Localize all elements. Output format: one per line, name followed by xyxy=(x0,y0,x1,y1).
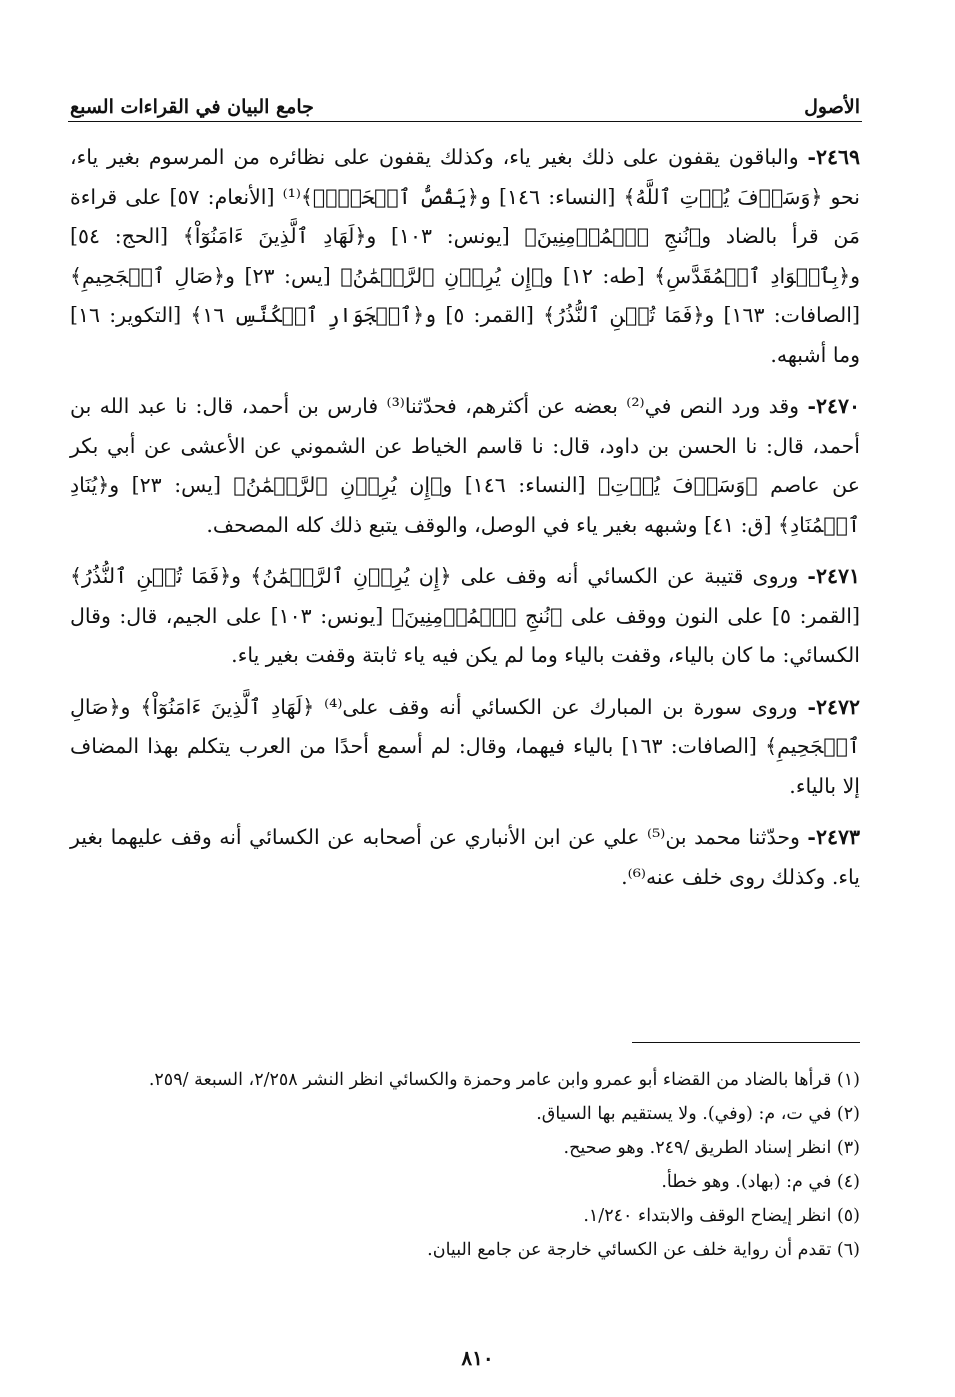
paragraph-2471 xyxy=(70,557,860,676)
footnotes xyxy=(70,1064,860,1268)
book-title: جامع البيان في القراءات السبع xyxy=(70,96,314,118)
footnote-5: (٥) انظر إيضاح الوقف والابتداء ١/٢٤٠. xyxy=(583,1206,860,1226)
footnote-separator xyxy=(632,1042,860,1043)
paragraph-number: ٢٤٧٠- xyxy=(807,394,860,418)
footnote-2: (٢) في ت، م: (وفي). ولا يستقيم بها السياق. xyxy=(536,1104,860,1124)
section-title: الأصول xyxy=(804,96,860,118)
paragraph-2469 xyxy=(70,138,860,375)
paragraph-number: ٢٤٧١- xyxy=(807,564,860,588)
footnote-6: (٦) تقدم أن رواية خلف عن الكسائي خارجة عن جامع البيان. xyxy=(427,1240,860,1260)
footnote-3: (٣) انظر إسناد الطريق /٢٤٩. وهو صحيح. xyxy=(563,1138,860,1158)
page-number: ٨١٠ xyxy=(461,1346,494,1370)
footnote-4: (٤) في م: (بهاد). وهو خطأ. xyxy=(661,1172,860,1192)
running-head xyxy=(70,78,860,118)
paragraph-2470 xyxy=(70,387,860,545)
paragraph-text: وحدّثنا محمد بن⁽⁵⁾ علي عن ابن الأنباري عن أصحابه عن الكسائي أنه وقف عليهما بغير ياء. وكذلك روى خلف عنه⁽⁶⁾. xyxy=(70,825,860,889)
paragraph-2472 xyxy=(70,688,860,807)
paragraph-number: ٢٤٧٢- xyxy=(807,694,860,719)
paragraph-text: وقد ورد النص في⁽²⁾ بعضه عن أكثرهم، فحدّثنا⁽³⁾ فارس بن أحمد، قال: نا عبد الله بن أحمد، قال: نا الحسن بن داود، قال: نا قاسم الخياط عن الشموني عن الأعشى عن أبي بكر عن عاصم ﴿وَسَوۡفَ يُؤۡتِ﴾ [النساء: ١٤٦] و﴿إِن يُرِدۡنِ ٱلرَّحۡمَٰنُ﴾ [يس: ٢٣] و﴿يُنَادِ ٱلۡمُنَادِ﴾ [ق: ٤١] وشبهه بغير ياء في الوصل، والوقف يتبع ذلك كله المصحف. xyxy=(70,394,860,537)
paragraph-number: ٢٤٧٣- xyxy=(807,825,860,849)
paragraph-text: وروى قتيبة عن الكسائي أنه وقف على ﴿إِن يُرِدۡنِ ٱلرَّحۡمَٰنُ﴾ و﴿فَمَا تُغۡنِ ٱلنُّذُرُ﴾ [القمر: ٥] على النون ووقف على ﴿نُنجِ ٱلۡمُؤۡمِنِينَ﴾ [يونس: ١٠٣] على الجيم، قال: وقال الكسائي: ما كان بالياء، وقفت بالياء وما لم يكن فيه ياء ثابتة وقفت بغير ياء. xyxy=(70,564,860,667)
paragraph-2473 xyxy=(70,818,860,897)
paragraph-number: ٢٤٦٩- xyxy=(807,145,860,169)
paragraph-text: والباقون يقفون على ذلك بغير ياء، وكذلك يقفون على نظائره من المرسوم بغير ياء، نحو ﴿وَسَوۡفَ يُؤۡتِ ٱللَّهُ﴾ [النساء: ١٤٦] و﴿يَقُصُّ ٱلۡحَقَّۖ﴾⁽¹⁾ [الأنعام: ٥٧] على قراءة مَن قرأ بالضاد و﴿نُنجِ ٱلۡمُؤۡمِنِينَ﴾ [يونس: ١٠٣] و﴿لَهَادِ ٱلَّذِينَ ءَامَنُوٓاْ﴾ [الحج: ٥٤] و﴿بِٱلۡوَادِ ٱلۡمُقَدَّسِ﴾ [طه: ١٢] و﴿إِن يُرِدۡنِ ٱلرَّحۡمَٰنُ﴾ [يس: ٢٣] و﴿صَالِ ٱلۡجَحِيمِ﴾ [الصافات: ١٦٣] و﴿فَمَا تُغۡنِ ٱلنُّذُرُ﴾ [القمر: ٥] و﴿ٱلۡجَوَارِ ٱلۡكُنَّسِ ١٦﴾ [التكوير: ١٦] وما أشبهه. xyxy=(70,145,860,367)
header-rule xyxy=(68,121,862,122)
footnote-1: (١) قرأها بالضاد من القضاء أبو عمرو وابن عامر وحمزة والكسائي انظر النشر ٢/٢٥٨، السبعة /٢٥٩. xyxy=(148,1070,860,1090)
paragraph-text: وروى سورة بن المبارك عن الكسائي أنه وقف على⁽⁴⁾ ﴿لَهَادِ ٱلَّذِينَ ءَامَنُوٓاْ﴾ و﴿صَالِ ٱلۡجَحِيمِ﴾ [الصافات: ١٦٣] بالياء فيهما، وقال: لم أسمع أحدًا من العرب يتكلم بهذا المضاف إلا بالياء. xyxy=(70,694,860,798)
main-text xyxy=(70,138,860,909)
